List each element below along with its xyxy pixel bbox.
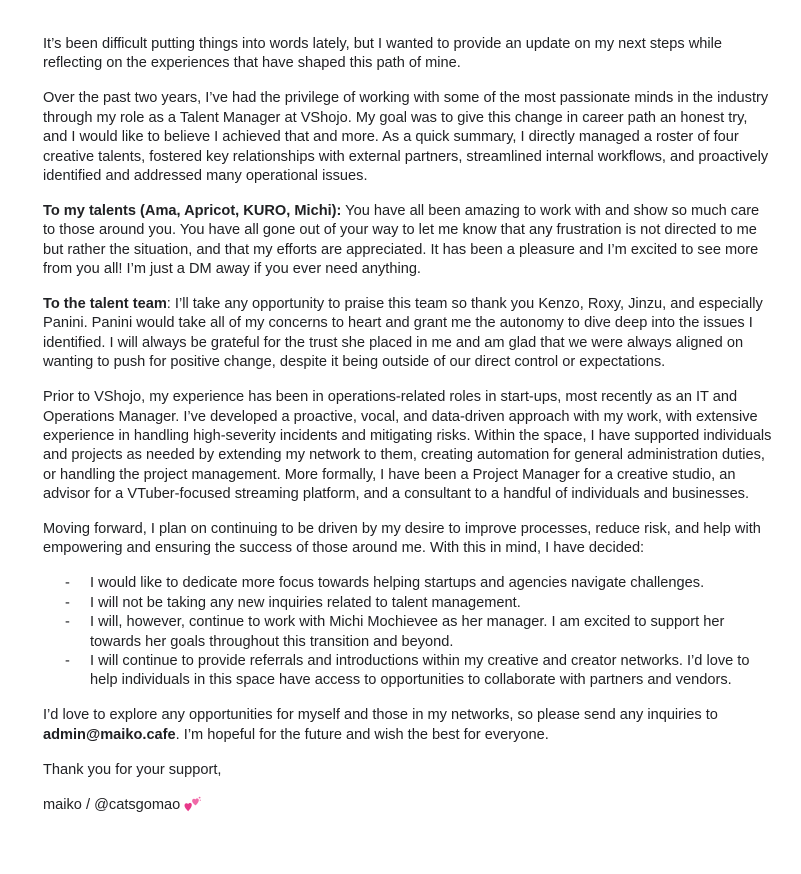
- moving-forward-paragraph: Moving forward, I plan on continuing to be driven by my desire to improve processes, reduce risk, and help with empowering and ensuring the success of those around me. With this in mind, I have decided:: [43, 521, 761, 557]
- talents-paragraph: [43, 202, 773, 280]
- email-address[interactable]: admin@maiko.cafe: [43, 726, 176, 743]
- list-dash: -: [65, 594, 70, 611]
- talents-body: You have all been amazing to work with and show so much care to those around you. You have all gone out of your way to let me know that any frustration is not directed to me but rather the situation, and that my efforts are appreciated. It has been a pleasure and I’m excited to see more from you all! I’m just a DM away if you ever need anything.: [43, 202, 760, 278]
- list-item: [43, 613, 773, 652]
- list-item-text: I will, however, continue to work with Michi Mochievee as her manager. I am excited to support her towards her goals throughout this transition and beyond.: [90, 614, 725, 650]
- talent-team-body: : I’ll take any opportunity to praise this team so thank you Kenzo, Roxy, Jinzu, and especially Panini. Panini would take all of my concerns to heart and grant me the autonomy to dive deep into the issues I identified. I will always be grateful for the trust she placed in me and am glad that we were always aligned on wanting to push for positive change, despite it being outside of our direct control or expectations.: [43, 295, 763, 371]
- list-item-text: I will continue to provide referrals and introductions within my creative and creator networks. I’d love to help individuals in this space have access to opportunities to collaborate with partners and vendors.: [90, 652, 750, 689]
- list-dash: -: [65, 614, 70, 631]
- list-dash: -: [65, 652, 70, 669]
- talent-team-paragraph: [43, 295, 773, 373]
- two-hearts-icon: [184, 796, 201, 818]
- list-item: [43, 574, 773, 593]
- signature-text: maiko / @catsgomao: [43, 796, 181, 813]
- prior-experience-paragraph: Prior to VShojo, my experience has been in operations-related roles in start-ups, most recently as an IT and Operations Manager. I’ve developed a proactive, vocal, and data-driven approach with my work, with extensive experience in handling high-severity incidents and mitigating risks. Within the space, I have supported individuals and projects as needed by extending my network to them, creating automation for general administration duties, or handling the project management. More formally, I have been a Project Manager for a creative studio, an advisor for a VTuber-focused streaming platform, and a consultant to a handful of individuals and businesses.: [43, 389, 772, 503]
- decisions-list: [43, 574, 773, 690]
- list-item: [43, 594, 773, 613]
- past-role-paragraph: Over the past two years, I’ve had the privilege of working with some of the most passionate minds in the industry through my role as a Talent Manager at VShojo. My goal was to give this change in career path an honest try, and I would like to believe I achieved that and more. As a quick summary, I directly managed a roster of four creative talents, fostered key relationships with external partners, streamlined internal workflows, and proactively identified and addressed many operational issues.: [43, 90, 769, 184]
- announcement-document: [43, 35, 773, 833]
- list-item-text: I will not be taking any new inquiries related to talent management.: [90, 594, 521, 611]
- list-item: [43, 652, 773, 691]
- contact-paragraph: [43, 706, 773, 745]
- thanks-line: Thank you for your support,: [43, 761, 222, 778]
- signature-line: [43, 796, 773, 818]
- list-dash: -: [65, 575, 70, 592]
- talents-heading: To my talents (Ama, Apricot, KURO, Michi):: [43, 202, 342, 219]
- contact-text-after: . I’m hopeful for the future and wish the best for everyone.: [175, 726, 549, 743]
- intro-paragraph: It’s been difficult putting things into words lately, but I wanted to provide an update on my next steps while reflecting on the experiences that have shaped this path of mine.: [43, 36, 723, 72]
- talent-team-heading: To the talent team: [43, 295, 167, 312]
- list-item-text: I would like to dedicate more focus towards helping startups and agencies navigate challenges.: [90, 575, 705, 592]
- contact-text-before: I’d love to explore any opportunities for myself and those in my networks, so please send any inquiries to: [43, 707, 718, 724]
